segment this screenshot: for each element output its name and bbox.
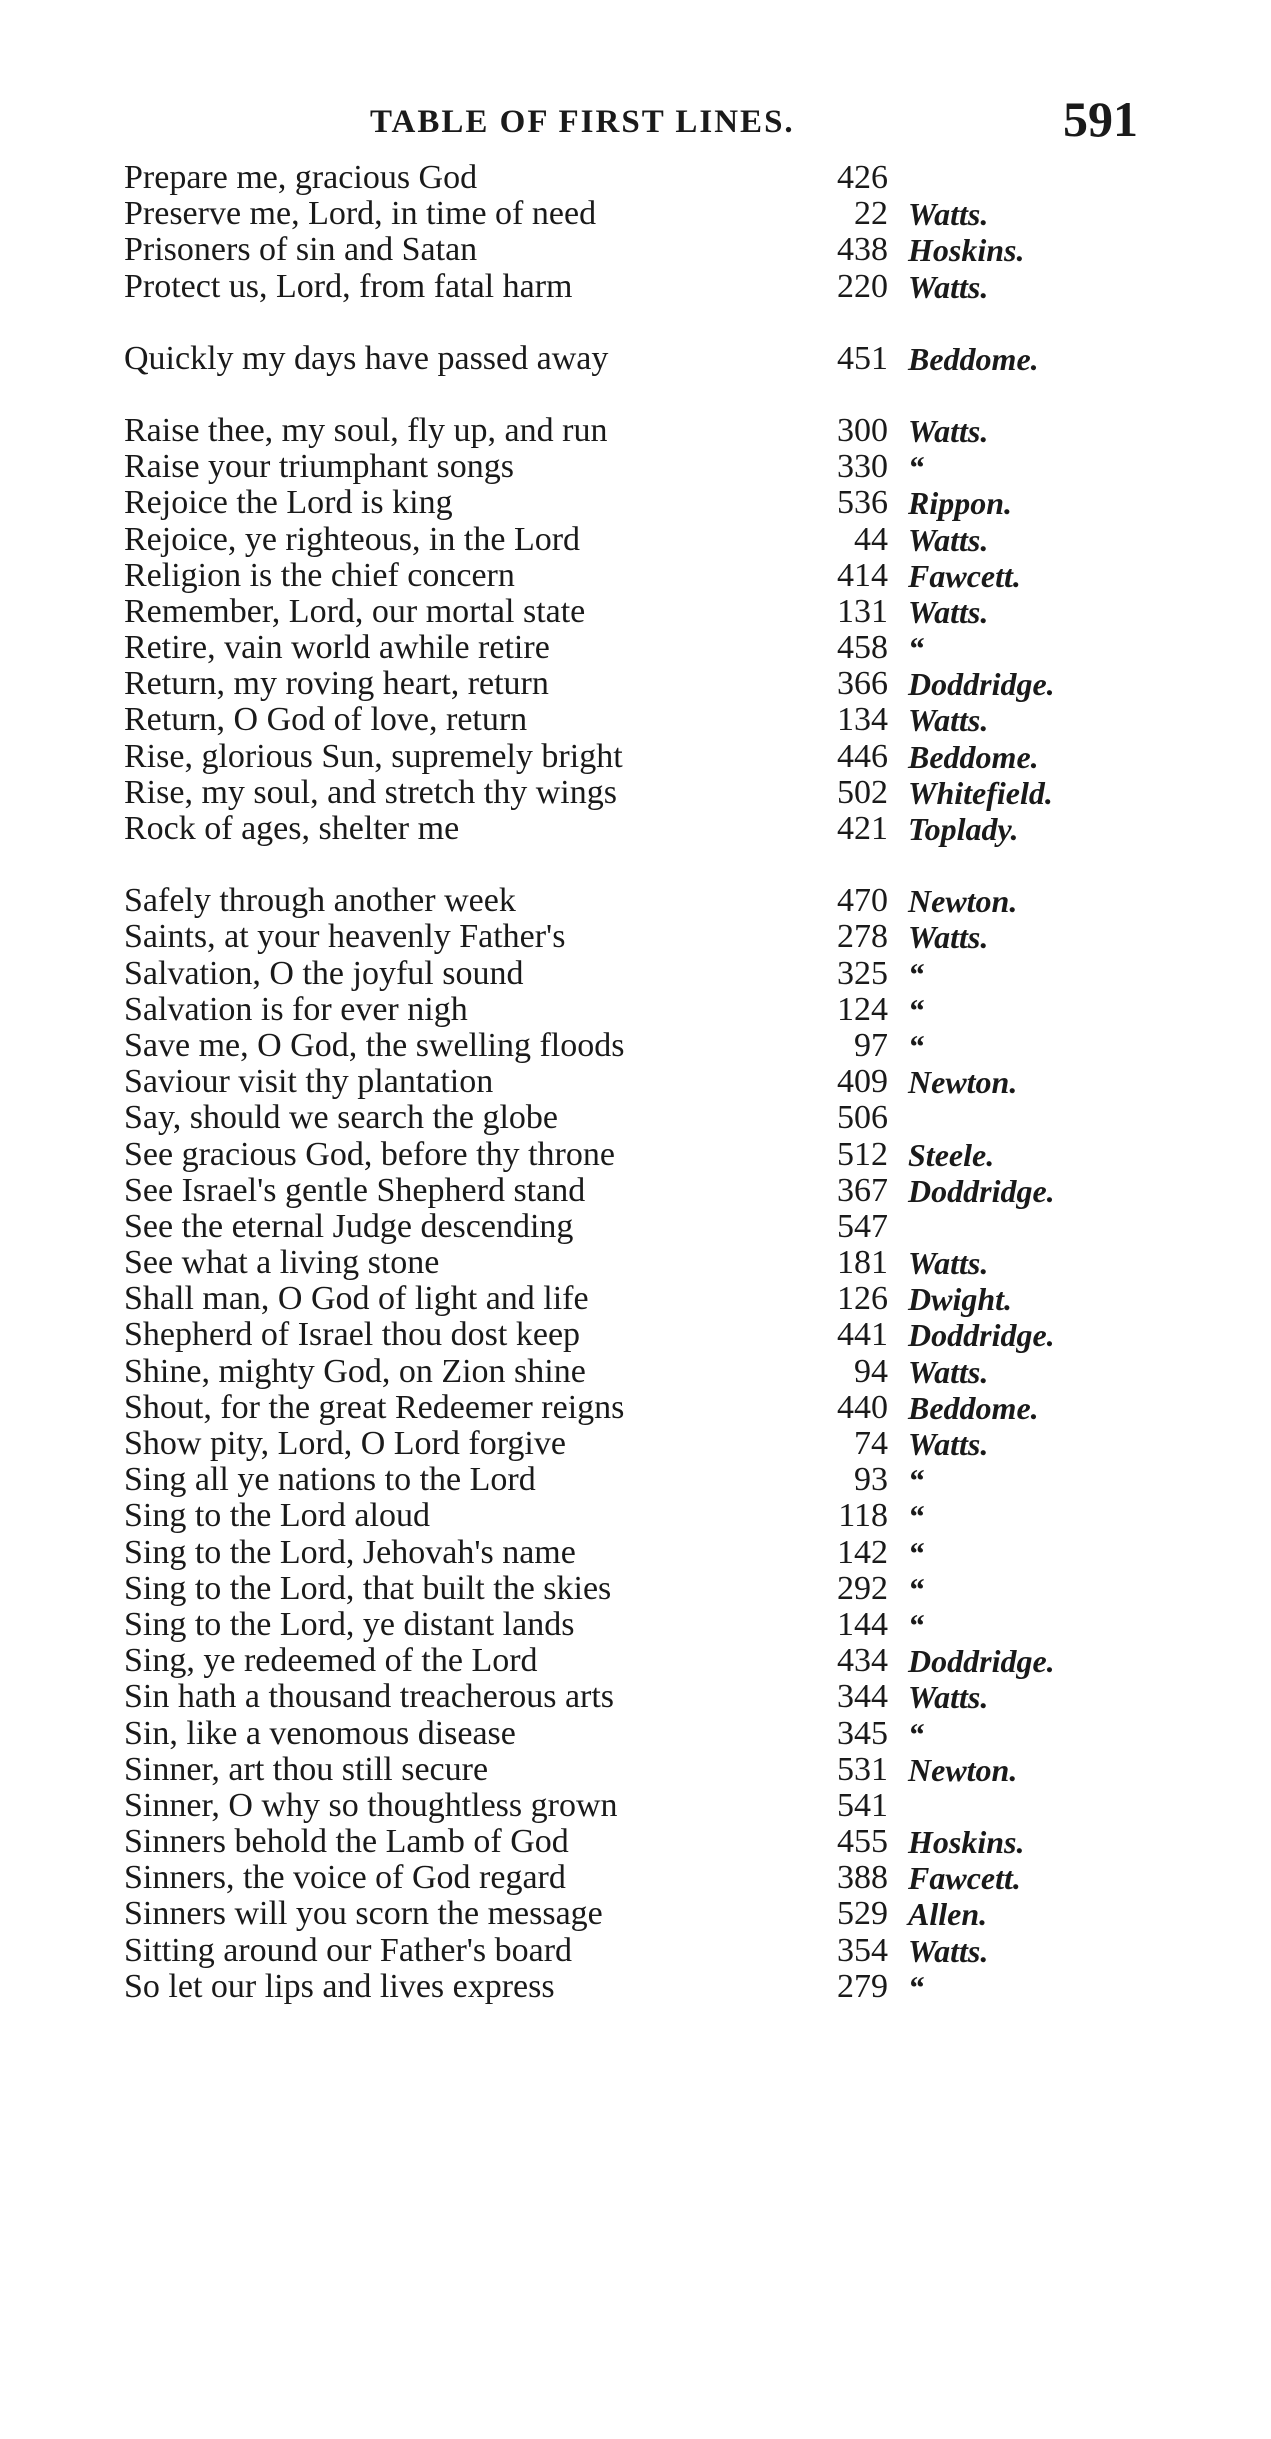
first-line-text: Saints, at your heavenly Father's bbox=[124, 918, 566, 956]
index-entry bbox=[0, 1788, 1271, 1824]
author-name: Beddome. bbox=[908, 738, 1039, 775]
first-line-text: Sinners, the voice of God regard bbox=[124, 1859, 566, 1897]
author-name: “ bbox=[908, 1027, 924, 1064]
index-entry bbox=[0, 1100, 1271, 1136]
first-line-text: Sing to the Lord, ye distant lands bbox=[124, 1605, 575, 1643]
index-entry bbox=[0, 1281, 1271, 1317]
author-name: Dwight. bbox=[908, 1281, 1013, 1318]
first-line-text: Return, O God of love, return bbox=[124, 701, 528, 739]
hymn-number: 124 bbox=[837, 990, 888, 1028]
index-entry bbox=[0, 1028, 1271, 1064]
index-entry bbox=[0, 1752, 1271, 1788]
author-name: Hoskins. bbox=[908, 232, 1025, 269]
first-line-text: See what a living stone bbox=[124, 1244, 440, 1282]
index-entry bbox=[0, 1462, 1271, 1498]
author-name: Watts. bbox=[908, 1679, 989, 1716]
hymn-number: 97 bbox=[854, 1026, 888, 1064]
letter-group bbox=[0, 413, 1271, 847]
first-line-text: Sin hath a thousand treacherous arts bbox=[124, 1678, 615, 1716]
hymn-number: 279 bbox=[837, 1967, 888, 2005]
first-line-text: Sitting around our Father's board bbox=[124, 1931, 573, 1969]
author-name: Watts. bbox=[908, 196, 989, 233]
index-entry bbox=[0, 196, 1271, 232]
author-name: Watts. bbox=[908, 1353, 989, 1390]
hymn-number: 434 bbox=[837, 1642, 888, 1680]
first-line-text: Sing all ye nations to the Lord bbox=[124, 1461, 536, 1499]
first-line-text: Sing, ye redeemed of the Lord bbox=[124, 1642, 538, 1680]
index-entry bbox=[0, 1245, 1271, 1281]
page-header bbox=[0, 91, 1271, 156]
index-entry bbox=[0, 1571, 1271, 1607]
first-line-text: Sinner, O why so thoughtless grown bbox=[124, 1786, 618, 1824]
first-line-text: Retire, vain world awhile retire bbox=[124, 629, 550, 667]
hymn-number: 438 bbox=[837, 231, 888, 269]
first-line-text: Save me, O God, the swelling floods bbox=[124, 1026, 625, 1064]
hymn-number: 426 bbox=[837, 159, 888, 196]
author-name: Whitefield. bbox=[908, 774, 1053, 811]
hymn-number: 366 bbox=[837, 665, 888, 703]
hymn-number: 131 bbox=[837, 592, 888, 630]
index-entry bbox=[0, 449, 1271, 485]
hymn-number: 74 bbox=[854, 1425, 888, 1462]
author-name: Toplady. bbox=[908, 811, 1019, 847]
hymn-number: 458 bbox=[837, 629, 888, 667]
hymn-number: 325 bbox=[837, 954, 888, 992]
hymn-number: 300 bbox=[837, 411, 888, 449]
hymn-number: 118 bbox=[838, 1497, 888, 1535]
hymn-number: 344 bbox=[837, 1678, 888, 1716]
hymn-number: 451 bbox=[837, 339, 888, 377]
index-entry bbox=[0, 160, 1271, 196]
index-entry bbox=[0, 630, 1271, 666]
author-name: “ bbox=[908, 1715, 924, 1752]
hymn-number: 455 bbox=[837, 1823, 888, 1861]
first-line-text: Preserve me, Lord, in time of need bbox=[124, 195, 597, 233]
hymn-number: 94 bbox=[854, 1352, 888, 1390]
first-line-text: Prepare me, gracious God bbox=[124, 159, 478, 196]
author-name: “ bbox=[908, 630, 924, 667]
first-line-text: Safely through another week bbox=[124, 882, 516, 920]
hymn-number: 134 bbox=[837, 701, 888, 739]
first-line-text: So let our lips and lives express bbox=[124, 1967, 555, 2005]
hymn-number: 44 bbox=[854, 520, 888, 558]
hymn-number: 502 bbox=[837, 773, 888, 811]
hymn-number: 547 bbox=[837, 1207, 888, 1245]
author-name: Watts. bbox=[908, 521, 989, 558]
index-entry bbox=[0, 702, 1271, 738]
first-line-text: Sinner, art thou still secure bbox=[124, 1750, 489, 1788]
hymn-number: 22 bbox=[854, 195, 888, 233]
author-name: “ bbox=[908, 1498, 924, 1535]
index-entry bbox=[0, 956, 1271, 992]
index-entry bbox=[0, 1137, 1271, 1173]
author-name: Watts. bbox=[908, 412, 989, 449]
index-entry bbox=[0, 1607, 1271, 1643]
page-number: 591 bbox=[1063, 91, 1138, 147]
index-entry bbox=[0, 775, 1271, 811]
author-name: Doddridge. bbox=[908, 666, 1055, 703]
first-line-text: Sing to the Lord, that built the skies bbox=[124, 1569, 612, 1607]
author-name: Beddome. bbox=[908, 340, 1039, 377]
author-name: Steele. bbox=[908, 1136, 995, 1173]
author-name: Beddome. bbox=[908, 1389, 1039, 1426]
first-line-text: Show pity, Lord, O Lord forgive bbox=[124, 1425, 566, 1462]
author-name: “ bbox=[908, 449, 924, 486]
index-entry bbox=[0, 485, 1271, 521]
hymn-number: 446 bbox=[837, 737, 888, 775]
first-line-text: Return, my roving heart, return bbox=[124, 665, 549, 703]
first-line-text: Prisoners of sin and Satan bbox=[124, 231, 478, 269]
first-line-text: Sinners will you scorn the message bbox=[124, 1895, 603, 1933]
author-name: Watts. bbox=[908, 268, 989, 305]
author-name: “ bbox=[908, 1606, 924, 1643]
index-entry bbox=[0, 594, 1271, 630]
index-entry bbox=[0, 1679, 1271, 1715]
index-entry bbox=[0, 1716, 1271, 1752]
author-name: Fawcett. bbox=[908, 557, 1021, 594]
index-entry bbox=[0, 1824, 1271, 1860]
author-name: Fawcett. bbox=[908, 1860, 1021, 1897]
author-name: “ bbox=[908, 1534, 924, 1571]
author-name: “ bbox=[908, 1570, 924, 1607]
hymn-number: 441 bbox=[837, 1316, 888, 1354]
index-entry bbox=[0, 1535, 1271, 1571]
author-name: Hoskins. bbox=[908, 1824, 1025, 1861]
author-name: “ bbox=[908, 1968, 924, 2005]
hymn-number: 506 bbox=[837, 1099, 888, 1137]
index-entry bbox=[0, 1969, 1271, 2005]
author-name: Rippon. bbox=[908, 485, 1013, 522]
index-entry bbox=[0, 1426, 1271, 1462]
first-line-text: See the eternal Judge descending bbox=[124, 1207, 574, 1245]
hymn-number: 512 bbox=[837, 1135, 888, 1173]
index-entry bbox=[0, 522, 1271, 558]
hymn-number: 531 bbox=[837, 1750, 888, 1788]
hymn-number: 93 bbox=[854, 1461, 888, 1499]
author-name: Doddridge. bbox=[908, 1643, 1055, 1680]
letter-group bbox=[0, 160, 1271, 305]
author-name: Watts. bbox=[908, 1932, 989, 1969]
index-entry bbox=[0, 1933, 1271, 1969]
index-entry bbox=[0, 1209, 1271, 1245]
first-line-text: Sinners behold the Lamb of God bbox=[124, 1823, 569, 1861]
hymn-number: 126 bbox=[837, 1280, 888, 1318]
hymn-number: 440 bbox=[837, 1388, 888, 1426]
hymn-number: 388 bbox=[837, 1859, 888, 1897]
hymn-number: 220 bbox=[837, 267, 888, 305]
author-name: “ bbox=[908, 991, 924, 1028]
author-name: Watts. bbox=[908, 919, 989, 956]
first-line-text: Rejoice the Lord is king bbox=[124, 484, 453, 522]
index-entry bbox=[0, 1173, 1271, 1209]
first-line-text: Shine, mighty God, on Zion shine bbox=[124, 1352, 586, 1390]
index-entry bbox=[0, 883, 1271, 919]
index-entry bbox=[0, 558, 1271, 594]
first-line-text: Shout, for the great Redeemer reigns bbox=[124, 1388, 625, 1426]
first-line-text: See Israel's gentle Shepherd stand bbox=[124, 1171, 586, 1209]
first-line-text: Salvation, O the joyful sound bbox=[124, 954, 524, 992]
first-line-text: Say, should we search the globe bbox=[124, 1099, 559, 1137]
first-line-text: Raise your triumphant songs bbox=[124, 448, 515, 486]
hymn-number: 278 bbox=[837, 918, 888, 956]
index-entry bbox=[0, 413, 1271, 449]
index-entry bbox=[0, 232, 1271, 268]
index-entry bbox=[0, 739, 1271, 775]
hymn-number: 345 bbox=[837, 1714, 888, 1752]
first-line-text: Sin, like a venomous disease bbox=[124, 1714, 516, 1752]
author-name: Watts. bbox=[908, 1245, 989, 1282]
first-line-text: Saviour visit thy plantation bbox=[124, 1063, 494, 1101]
first-line-text: Raise thee, my soul, fly up, and run bbox=[124, 411, 608, 449]
hymn-number: 470 bbox=[837, 882, 888, 920]
first-line-text: Shepherd of Israel thou dost keep bbox=[124, 1316, 581, 1354]
index-entry bbox=[0, 1643, 1271, 1679]
first-line-text: Religion is the chief concern bbox=[124, 556, 515, 594]
first-line-text: Sing to the Lord aloud bbox=[124, 1497, 430, 1535]
author-name: “ bbox=[908, 1462, 924, 1499]
author-name: Newton. bbox=[908, 883, 1018, 920]
index-entry bbox=[0, 1354, 1271, 1390]
first-line-text: Salvation is for ever nigh bbox=[124, 990, 468, 1028]
index-entry bbox=[0, 269, 1271, 305]
hymn-number: 144 bbox=[837, 1605, 888, 1643]
index-entry bbox=[0, 1064, 1271, 1100]
hymn-number: 536 bbox=[837, 484, 888, 522]
first-line-text: Rejoice, ye righteous, in the Lord bbox=[124, 520, 581, 558]
author-name: Allen. bbox=[908, 1896, 988, 1933]
hymn-number: 292 bbox=[837, 1569, 888, 1607]
first-line-text: Rise, glorious Sun, supremely bright bbox=[124, 737, 623, 775]
author-name: “ bbox=[908, 955, 924, 992]
index-entry bbox=[0, 341, 1271, 377]
hymn-number: 414 bbox=[837, 556, 888, 594]
index-entry bbox=[0, 992, 1271, 1028]
index-entry bbox=[0, 1317, 1271, 1353]
author-name: Watts. bbox=[908, 593, 989, 630]
index-entry bbox=[0, 919, 1271, 955]
author-name: Newton. bbox=[908, 1751, 1018, 1788]
hymn-number: 142 bbox=[837, 1533, 888, 1571]
first-line-text: Protect us, Lord, from fatal harm bbox=[124, 267, 573, 305]
letter-group bbox=[0, 341, 1271, 377]
index-entry bbox=[0, 666, 1271, 702]
index-entry bbox=[0, 1896, 1271, 1932]
running-title: TABLE OF FIRST LINES. bbox=[370, 104, 795, 140]
hymn-number: 421 bbox=[837, 810, 888, 847]
author-name: Watts. bbox=[908, 702, 989, 739]
first-line-text: Rise, my soul, and stretch thy wings bbox=[124, 773, 617, 811]
hymn-number: 354 bbox=[837, 1931, 888, 1969]
first-line-text: See gracious God, before thy throne bbox=[124, 1135, 615, 1173]
first-line-text: Shall man, O God of light and life bbox=[124, 1280, 589, 1318]
first-line-text: Rock of ages, shelter me bbox=[124, 810, 460, 847]
hymn-number: 181 bbox=[837, 1244, 888, 1282]
author-name: Watts. bbox=[908, 1426, 989, 1462]
first-line-text: Sing to the Lord, Jehovah's name bbox=[124, 1533, 576, 1571]
author-name: Doddridge. bbox=[908, 1317, 1055, 1354]
hymn-number: 529 bbox=[837, 1895, 888, 1933]
first-line-text: Quickly my days have passed away bbox=[124, 339, 609, 377]
index-entry bbox=[0, 1860, 1271, 1896]
hymn-number: 367 bbox=[837, 1171, 888, 1209]
letter-group bbox=[0, 883, 1271, 2005]
first-line-text: Remember, Lord, our mortal state bbox=[124, 592, 586, 630]
index-entry bbox=[0, 1390, 1271, 1426]
index-entry bbox=[0, 1498, 1271, 1534]
index-entry bbox=[0, 811, 1271, 847]
hymn-number: 330 bbox=[837, 448, 888, 486]
author-name: Newton. bbox=[908, 1064, 1018, 1101]
hymn-number: 409 bbox=[837, 1063, 888, 1101]
author-name: Doddridge. bbox=[908, 1172, 1055, 1209]
hymn-number: 541 bbox=[837, 1786, 888, 1824]
first-lines-index bbox=[0, 160, 1271, 2005]
